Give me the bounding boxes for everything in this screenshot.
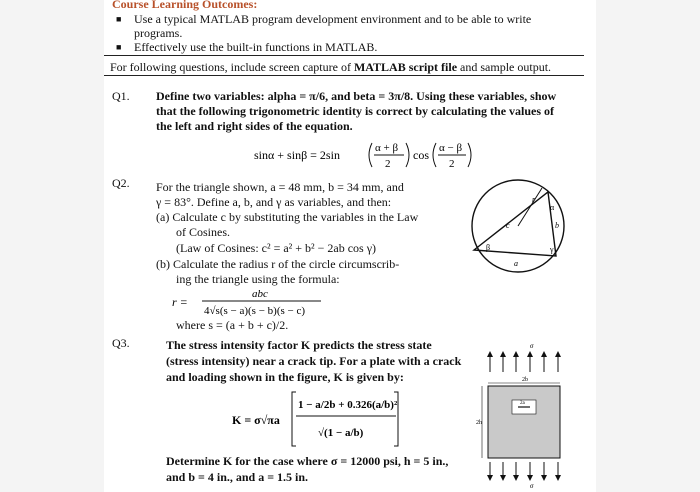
outcomes-title: Course Learning Outcomes:	[112, 0, 258, 11]
q3-final-line: and b = 4 in., and a = 1.5 in.	[166, 470, 309, 484]
label-c: c	[506, 221, 510, 230]
label-sigma-bottom: σ	[530, 482, 534, 488]
instructions	[110, 60, 551, 74]
bullet-icon: ■	[116, 42, 122, 52]
triangle-figure	[458, 178, 578, 278]
arrow-heads-top	[487, 351, 561, 357]
q2-number: Q2.	[112, 176, 130, 190]
divider	[104, 55, 584, 56]
q2-line: of Cosines.	[176, 225, 230, 239]
plate-figure	[470, 338, 576, 488]
q1-number: Q1.	[112, 89, 130, 103]
label-height: 2h	[476, 420, 482, 426]
q3-k-bottom: √(1 − a/b)	[318, 427, 364, 439]
label-b: b	[555, 221, 559, 230]
plate	[488, 386, 560, 458]
label-beta: β	[486, 243, 491, 252]
q3-k-lhs: K = σ√πa	[232, 413, 280, 427]
q2-radius-formula	[156, 286, 336, 320]
q3-line: The stress intensity factor K predicts the stress state	[166, 338, 432, 352]
q2-line: γ = 83°. Define a, b, and γ as variables, and then:	[156, 195, 392, 209]
instructions-prefix: For following questions, include screen capture of	[110, 60, 351, 74]
q2-r-lhs: r =	[172, 295, 188, 309]
q3-number: Q3.	[112, 336, 130, 350]
q2-line: ing the triangle using the formula:	[176, 272, 340, 286]
outcome-item-1-cont: programs.	[134, 26, 183, 40]
q2-line: (b) Calculate the radius r of the circle circumscrib-	[156, 257, 400, 271]
arrow-heads-bottom	[487, 475, 561, 481]
q2-r-den: 4√s(s − a)(s − b)(s − c)	[204, 305, 306, 317]
q1-line: Define two variables: alpha = π/6, and beta = 3π/8. Using these variables, show	[156, 89, 557, 103]
outcome-item-1: Use a typical MATLAB program development environment and to be able to write	[134, 12, 532, 26]
tension-arrows-top	[490, 352, 558, 372]
q3-final-line: Determine K for the case where σ = 12000 psi, h = 5 in.,	[166, 454, 449, 468]
right-margin	[596, 0, 700, 492]
q2-line: For the triangle shown, a = 48 mm, b = 34 mm, and	[156, 180, 404, 194]
tension-arrows-bottom	[490, 462, 558, 480]
instructions-suffix: and sample output.	[460, 60, 552, 74]
left-margin	[0, 0, 104, 492]
q2-where: where s = (a + b + c)/2.	[176, 318, 289, 332]
q1-frac1-den: 2	[385, 158, 391, 170]
label-width: 2b	[522, 377, 528, 383]
q3-line: (stress intensity) near a crack tip. For a plate with a crack	[166, 354, 462, 368]
q1-equation	[254, 139, 474, 171]
document-page	[104, 0, 596, 492]
q1-frac2-den: 2	[449, 158, 455, 170]
q1-frac2-num: α − β	[439, 142, 463, 154]
instructions-bold: MATLAB script file	[353, 60, 458, 74]
q1-line: that the following trigonometric identity is correct by calculating the values of	[156, 104, 555, 118]
q1-line: the left and right sides of the equation.	[156, 119, 353, 133]
q2-r-num: abc	[252, 288, 268, 300]
q2-line: (a) Calculate c by substituting the variables in the Law	[156, 210, 419, 224]
q1-eq-lhs: sinα + sinβ = 2sin	[254, 148, 340, 162]
q1-cos: cos	[413, 148, 429, 162]
outcome-item-2: Effectively use the built-in functions in MATLAB.	[134, 40, 378, 54]
q1-frac1-num: α + β	[375, 142, 399, 154]
radius-line	[518, 188, 542, 226]
q2-line: (Law of Cosines: c² = a² + b² − 2ab cos γ)	[176, 241, 377, 255]
label-gamma: γ	[550, 245, 554, 254]
bullet-icon: ■	[116, 14, 122, 24]
label-r: r	[532, 195, 536, 204]
label-sigma-top: σ	[530, 342, 534, 350]
q3-k-top: 1 − a/2b + 0.326(a/b)²	[298, 399, 398, 411]
label-alpha: α	[550, 203, 555, 212]
divider	[104, 75, 584, 76]
q3-k-formula	[230, 388, 400, 450]
label-crack: 2a	[520, 401, 525, 406]
q3-line: and loading shown in the figure, K is given by:	[166, 370, 404, 384]
label-a: a	[514, 259, 518, 268]
